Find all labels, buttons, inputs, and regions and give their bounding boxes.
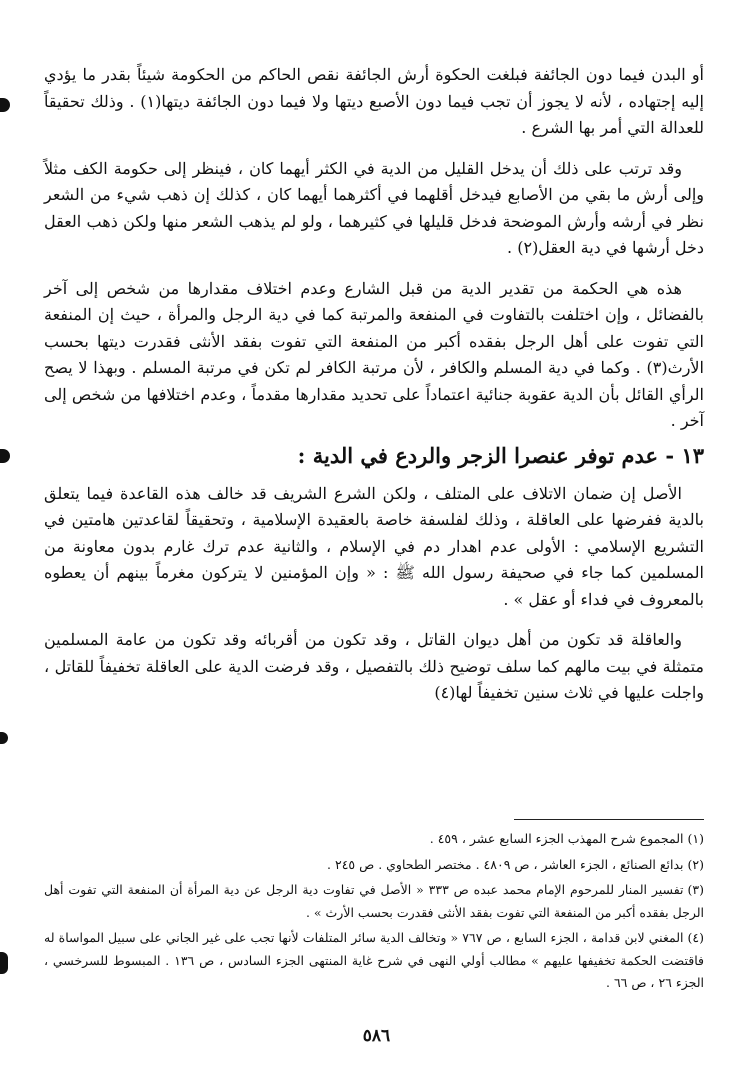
paragraph: والعاقلة قد تكون من أهل ديوان القاتل ، وقد تكون من أقربائه وقد تكون من عامة المسلمين متمثلة في بيت مالهم كما سلف توضيح ذلك بالتفصيل ، وقد فرضت الدية على العاقلة تخفيفاً للقاتل ، واجلت عليها في ثلاث سنين تخفيفاً لها(٤) (44, 630, 704, 702)
footnote-text: بدائع الصنائع ، الجزء العاشر ، ص ٤٨٠٩ . مختصر الطحاوي . ص ٢٤٥ . (327, 856, 684, 872)
scan-edge-mark (0, 449, 10, 463)
scan-edge-mark (0, 732, 8, 744)
page-number: ٥٨٦ (362, 1026, 391, 1046)
paragraph: الأصل إن ضمان الاتلاف على المتلف ، ولكن الشرع الشريف قد خالف هذه القاعدة فيما يتعلق بالدية ففرضها على العاقلة ، وذلك لفلسفة خاصة بالعقيدة الإسلامية ، وتحقيقاً لقاعدتين هامتين في التشريع الإسلامي : الأولى عدم اهدار دم في الإسلام ، والثانية عدم ترك غارم بدون معاونة من المسلمين كما جاء في صحيفة رسول الله ﷺ : « وإن المؤمنين لا يتركون مغرماً بينهم أن يعطوه بالمعروف في فداء أو عقل » . (44, 483, 704, 609)
scan-edge-mark (0, 98, 10, 112)
paragraph: هذه هي الحكمة من تقدير الدية من قبل الشارع وعدم اختلاف مقدارها من شخص إلى آخر بالفضائل ، وإن اختلفت بالتفاوت في المنفعة والمرتبة كما في دية الرجل والمرأة ، حيث إن المنفعة التي تفوت على أهل الرجل بفقده أكبر من المنفعة التي تفوت بفقد الأنثى فقدرت ديتها بحسب الأرث(٣) . وكما في دية المسلم والكافر ، لأن مرتبة الكافر لم تكن في مرتبة المسلم . وبهذا لا يصح الرأي القائل بأن الدية عقوبة جنائية اعتماداً على تحديد مقدارها مقدماً ، وعدم اختلافها من شخص إلى آخر . (44, 278, 704, 430)
footnote (44, 854, 704, 877)
section-heading: ١٣ - عدم توفر عنصرا الزجر والردع في الدية : (297, 442, 704, 468)
footnote-number: (١) (687, 831, 704, 846)
footnote-text: المغني لابن قدامة ، الجزء السابع ، ص ٧٦٧ « وتخالف الدية سائر المتلفات لأنها تجب على غير الجاني على سبيل المواساة له فاقتضت الحكمة تخفيفها عليهم » مطالب أولي النهى في شرح غاية المنتهى الجزء السادس ، ص ١٣٦ . المبسوط للسرخسي ، الجزء ٢٦ ، ص ٦٦ . (44, 930, 704, 990)
paragraph: وقد ترتب على ذلك أن يدخل القليل من الدية في الكثر أيهما كان ، فينظر إلى حكومة الكف مثلاً وإلى أرش ما بقي من الأصابع فيدخل أقلهما في أكثرهما أيهما كان ، كذلك إن ذهب شيء من الشعر نظر في أرشه وأرش الموضحة فدخل قليلها في كثيرهما ، ولو لم يذهب الشعر منها ولكن ذهب العقل دخل أرشها في دية العقل(٢) . (44, 158, 704, 257)
footnotes (44, 828, 704, 998)
footnote-text: المجموع شرح المهذب الجزء السابع عشر ، ٤٥٩ . (429, 831, 684, 846)
paragraph: أو البدن فيما دون الجائفة فبلغت الحكوة أرش الجائفة نقص الحاكم من الحكومة شيئاً بقدر ما يؤدي إليه إجتهاده ، لأنه لا يجوز أن تجب فيما دون الأصبع ديتها ولا فيما دون الجائفة ديتها(١) . وذلك تحقيقاً للعدالة التي أمر بها الشرع . (44, 65, 705, 137)
footnote-number: (٣) (687, 882, 704, 897)
footnote-number: (٢) (687, 856, 704, 872)
footnote-text: تفسير المنار للمرحوم الإمام محمد عبده ص ٣٣٣ « الأصل في تفاوت دية الرجل عن دية المرأة أن المنفعة التي تفوت أهل الرجل بفقده أكبر من المنفعة التي تفوت بفقد الأنثى فقدرت بحسب الأرث » . (44, 882, 704, 920)
footnote (44, 879, 704, 924)
footnote-divider (514, 819, 704, 820)
footnote (44, 927, 704, 995)
footnote (44, 828, 704, 851)
footnote-number: (٤) (687, 930, 704, 945)
main-text (44, 62, 704, 721)
scan-edge-mark (0, 952, 8, 974)
